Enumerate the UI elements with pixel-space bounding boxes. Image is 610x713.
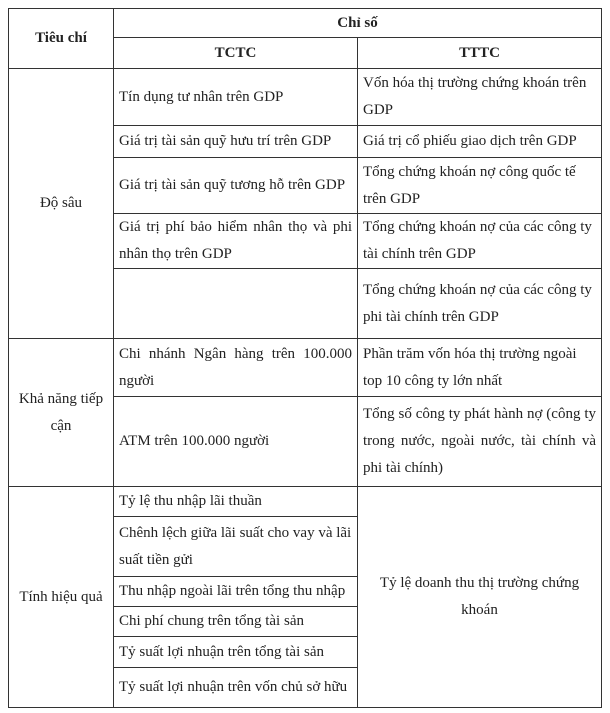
- indicators-table: [8, 8, 602, 708]
- tctc-cell: Tỷ lệ thu nhập lãi thuần: [114, 487, 358, 517]
- tctc-cell: Tỷ suất lợi nhuận trên vốn chủ sở hữu: [114, 668, 358, 708]
- tctc-cell: Thu nhập ngoài lãi trên tổng thu nhập: [114, 577, 358, 607]
- header-tttc: TTTC: [358, 38, 602, 69]
- tttc-cell: Giá trị cổ phiếu giao dịch trên GDP: [358, 126, 602, 158]
- header-indicators: Chỉ số: [114, 9, 602, 38]
- tttc-cell: Vốn hóa thị trường chứng khoán trên GDP: [358, 69, 602, 126]
- criteria-cell: Khả năng tiếp cận: [9, 339, 114, 487]
- tttc-cell: Phần trăm vốn hóa thị trường ngoài top 10 công ty lớn nhất: [358, 339, 602, 397]
- tttc-cell: Tổng số công ty phát hành nợ (công ty trong nước, ngoài nước, tài chính và phi tài chính): [358, 397, 602, 487]
- table-row: [9, 487, 602, 517]
- tctc-cell: Tỷ suất lợi nhuận trên tổng tài sản: [114, 637, 358, 668]
- tctc-cell: Chi nhánh Ngân hàng trên 100.000 người: [114, 339, 358, 397]
- header-tctc: TCTC: [114, 38, 358, 69]
- tctc-cell: Giá trị phí bảo hiểm nhân thọ và phi nhân thọ trên GDP: [114, 214, 358, 269]
- header-criteria: Tiêu chí: [9, 9, 114, 69]
- tttc-cell: Tổng chứng khoán nợ của các công ty tài chính trên GDP: [358, 214, 602, 269]
- tctc-cell: [114, 269, 358, 339]
- criteria-cell: Tính hiệu quả: [9, 487, 114, 708]
- tctc-cell: Giá trị tài sản quỹ hưu trí trên GDP: [114, 126, 358, 158]
- tctc-cell: Chênh lệch giữa lãi suất cho vay và lãi suất tiền gửi: [114, 517, 358, 577]
- tctc-cell: Giá trị tài sản quỹ tương hỗ trên GDP: [114, 158, 358, 214]
- tctc-cell: Chi phí chung trên tổng tài sản: [114, 607, 358, 637]
- tctc-cell: ATM trên 100.000 người: [114, 397, 358, 487]
- tttc-cell: Tỷ lệ doanh thu thị trường chứng khoán: [358, 487, 602, 708]
- table-row: [9, 339, 602, 397]
- table-row: [9, 69, 602, 126]
- tctc-cell: Tín dụng tư nhân trên GDP: [114, 69, 358, 126]
- tttc-cell: Tổng chứng khoán nợ của các công ty phi tài chính trên GDP: [358, 269, 602, 339]
- tttc-cell: Tổng chứng khoán nợ công quốc tế trên GDP: [358, 158, 602, 214]
- criteria-cell: Độ sâu: [9, 69, 114, 339]
